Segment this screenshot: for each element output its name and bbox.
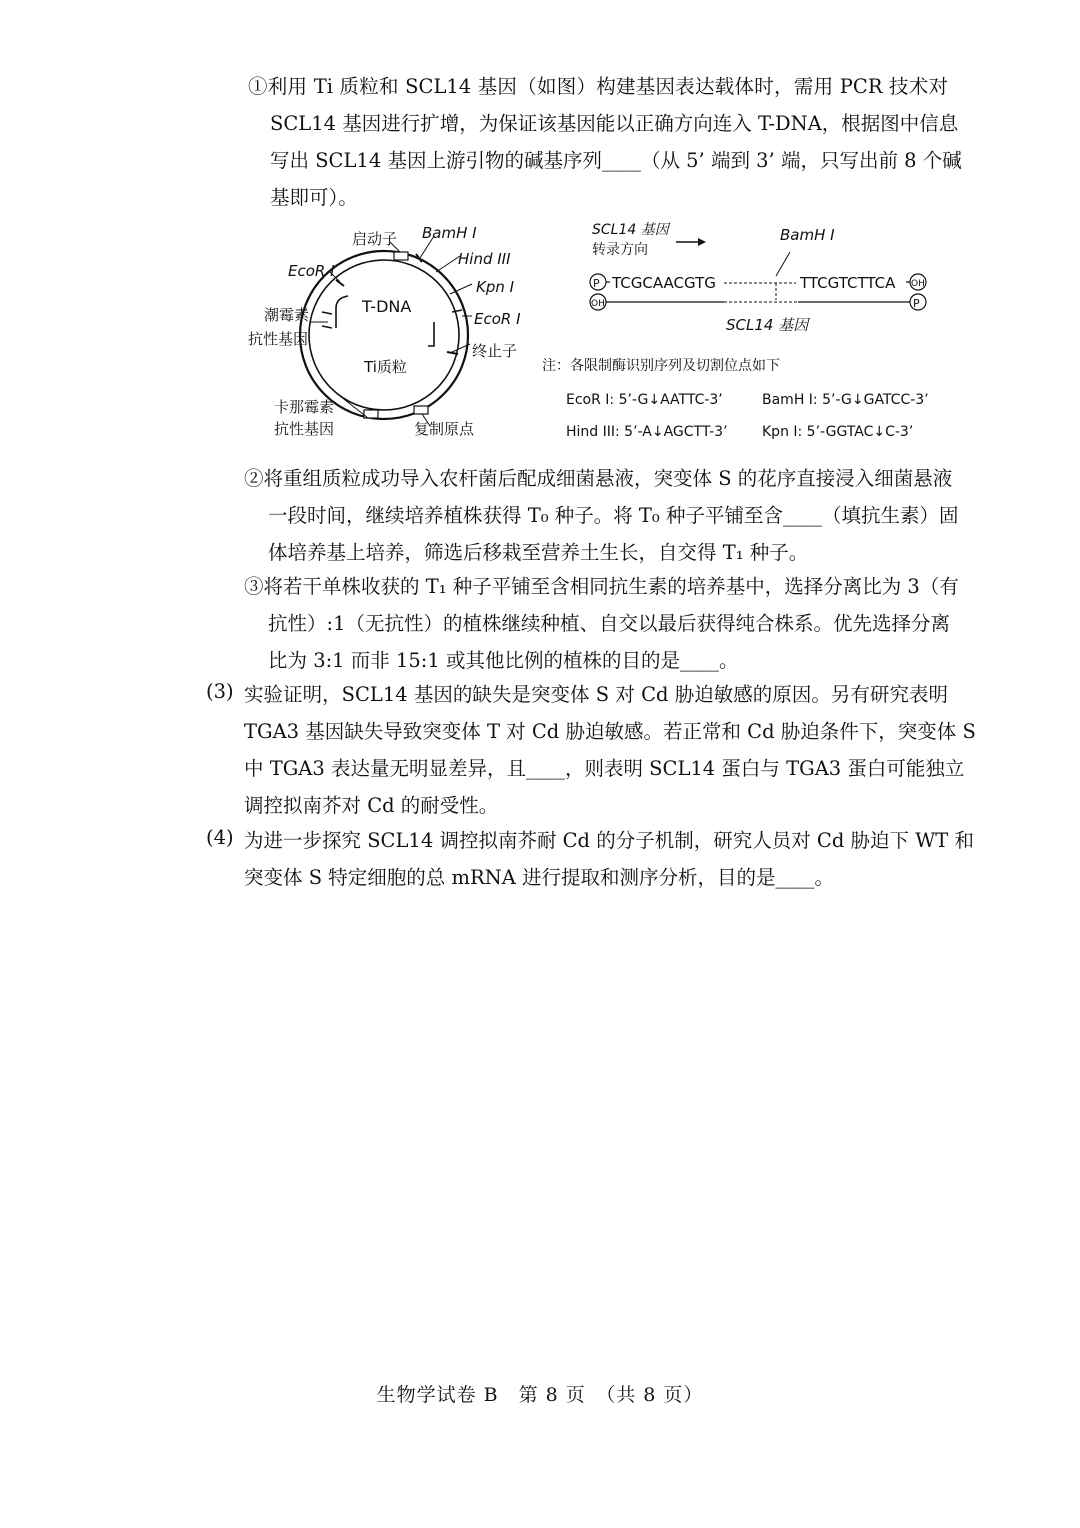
transcription-direction-label-1: SCL14 基因 xyxy=(592,222,669,238)
text-line: 比为 3:1 而非 15:1 或其他比例的植株的目的是____。 xyxy=(268,649,739,672)
text-line: 实验证明，SCL14 基因的缺失是突变体 S 对 Cd 胁迫敏感的原因。另有研究表明 xyxy=(244,683,948,706)
hindiii-site-label: Hind III xyxy=(458,250,511,268)
figure xyxy=(240,212,960,452)
question-3 xyxy=(244,676,976,824)
ecori-recognition: EcoR I: 5’-G↓AATTC-3’ xyxy=(566,392,723,408)
hydroxyl-label: OH xyxy=(591,299,605,309)
text-line: SCL14 基因进行扩增，为保证该基因能以正确方向连入 T-DNA，根据图中信息 xyxy=(270,112,959,135)
gene-label: SCL14 基因 xyxy=(726,316,809,334)
ecori-right-label: EcoR I xyxy=(474,310,521,328)
question-2-part-1 xyxy=(248,68,962,216)
hydroxyl-label: OH xyxy=(911,279,925,289)
text-line: TGA3 基因缺失导致突变体 T 对 Cd 胁迫敏感。若正常和 Cd 胁迫条件下，突变体 S xyxy=(244,720,976,743)
hygromycin-label-2: 抗性基因 xyxy=(248,330,309,348)
text-line: 抗性）:1（无抗性）的植株继续种植、自交以最后获得纯合株系。优先选择分离 xyxy=(268,612,950,635)
question-4-number: (4) xyxy=(206,826,234,849)
text-line: ③将若干单株收获的 T₁ 种子平铺至含相同抗生素的培养基中，选择分离比为 3（有 xyxy=(244,575,959,598)
text-line: ②将重组质粒成功导入农杆菌后配成细菌悬液，突变体 S 的花序直接浸入细菌悬液 xyxy=(244,467,953,490)
kanamycin-label-2: 抗性基因 xyxy=(274,420,335,438)
terminator-label: 终止子 xyxy=(472,342,518,360)
text-line: ①利用 Ti 质粒和 SCL14 基因（如图）构建基因表达载体时，需用 PCR 技术对 xyxy=(248,75,948,98)
origin-segment xyxy=(414,406,428,414)
gene-bamhi-label: BamH I xyxy=(780,226,835,244)
question-3-number: (3) xyxy=(206,680,234,703)
transcription-direction-label-2: 转录方向 xyxy=(592,242,648,258)
phosphate-label: P xyxy=(913,297,920,310)
text-line: 写出 SCL14 基因上游引物的碱基序列____（从 5’ 端到 3’ 端，只写出前 8 个碱 xyxy=(270,149,962,172)
note-title: 注：各限制酶识别序列及切割位点如下 xyxy=(542,358,780,374)
text-line: 调控拟南芥对 Cd 的耐受性。 xyxy=(244,794,499,817)
page-footer: 生物学试卷 B 第 8 页 （共 8 页） xyxy=(376,1384,704,1406)
hygromycin-label-1: 潮霉素 xyxy=(264,306,310,324)
text-line: 体培养基上培养，筛选后移栽至营养土生长，自交得 T₁ 种子。 xyxy=(268,541,809,564)
text-line: 突变体 S 特定细胞的总 mRNA 进行提取和测序分析，目的是____。 xyxy=(244,866,834,889)
promoter-label: 启动子 xyxy=(352,230,398,248)
text-line: 中 TGA3 表达量无明显差异，且____，则表明 SCL14 蛋白与 TGA3 蛋白可能独立 xyxy=(244,757,965,780)
question-2-part-2 xyxy=(244,460,959,571)
ti-plasmid-diagram xyxy=(248,224,521,438)
text-line: 一段时间，继续培养植株获得 T₀ 种子。将 T₀ 种子平铺至含____（填抗生素）固 xyxy=(268,504,959,527)
question-4 xyxy=(244,822,974,896)
phosphate-label: P xyxy=(593,277,600,290)
bamhi-recognition: BamH I: 5’-G↓GATCC-3’ xyxy=(762,392,929,408)
promoter-segment xyxy=(394,252,408,260)
restriction-enzyme-note xyxy=(542,357,929,440)
bamhi-site-label: BamH I xyxy=(422,224,477,242)
hindiii-recognition: Hind III: 5’-A↓AGCTT-3’ xyxy=(566,424,728,440)
kanamycin-label-1: 卡那霉素 xyxy=(274,398,335,416)
scl14-gene-diagram xyxy=(590,222,926,334)
kpni-site-label: Kpn I xyxy=(476,278,515,296)
arrow-right-icon xyxy=(698,238,706,246)
origin-label: 复制原点 xyxy=(414,420,475,438)
kpni-recognition: Kpn I: 5’-GGTAC↓C-3’ xyxy=(762,424,914,440)
text-line: 基即可）。 xyxy=(270,186,358,209)
tdna-label: T-DNA xyxy=(362,297,412,316)
top-strand-right-sequence: TTCGTCTTCA xyxy=(800,274,896,292)
ecori-left-label: EcoR I xyxy=(288,262,335,280)
question-2-part-3 xyxy=(244,568,959,679)
text-line: 为进一步探究 SCL14 调控拟南芥耐 Cd 的分子机制，研究人员对 Cd 胁迫下 WT 和 xyxy=(244,829,974,852)
top-strand-left-sequence: TCGCAACGTG xyxy=(612,274,716,292)
ti-plasmid-label: Ti质粒 xyxy=(364,358,407,376)
